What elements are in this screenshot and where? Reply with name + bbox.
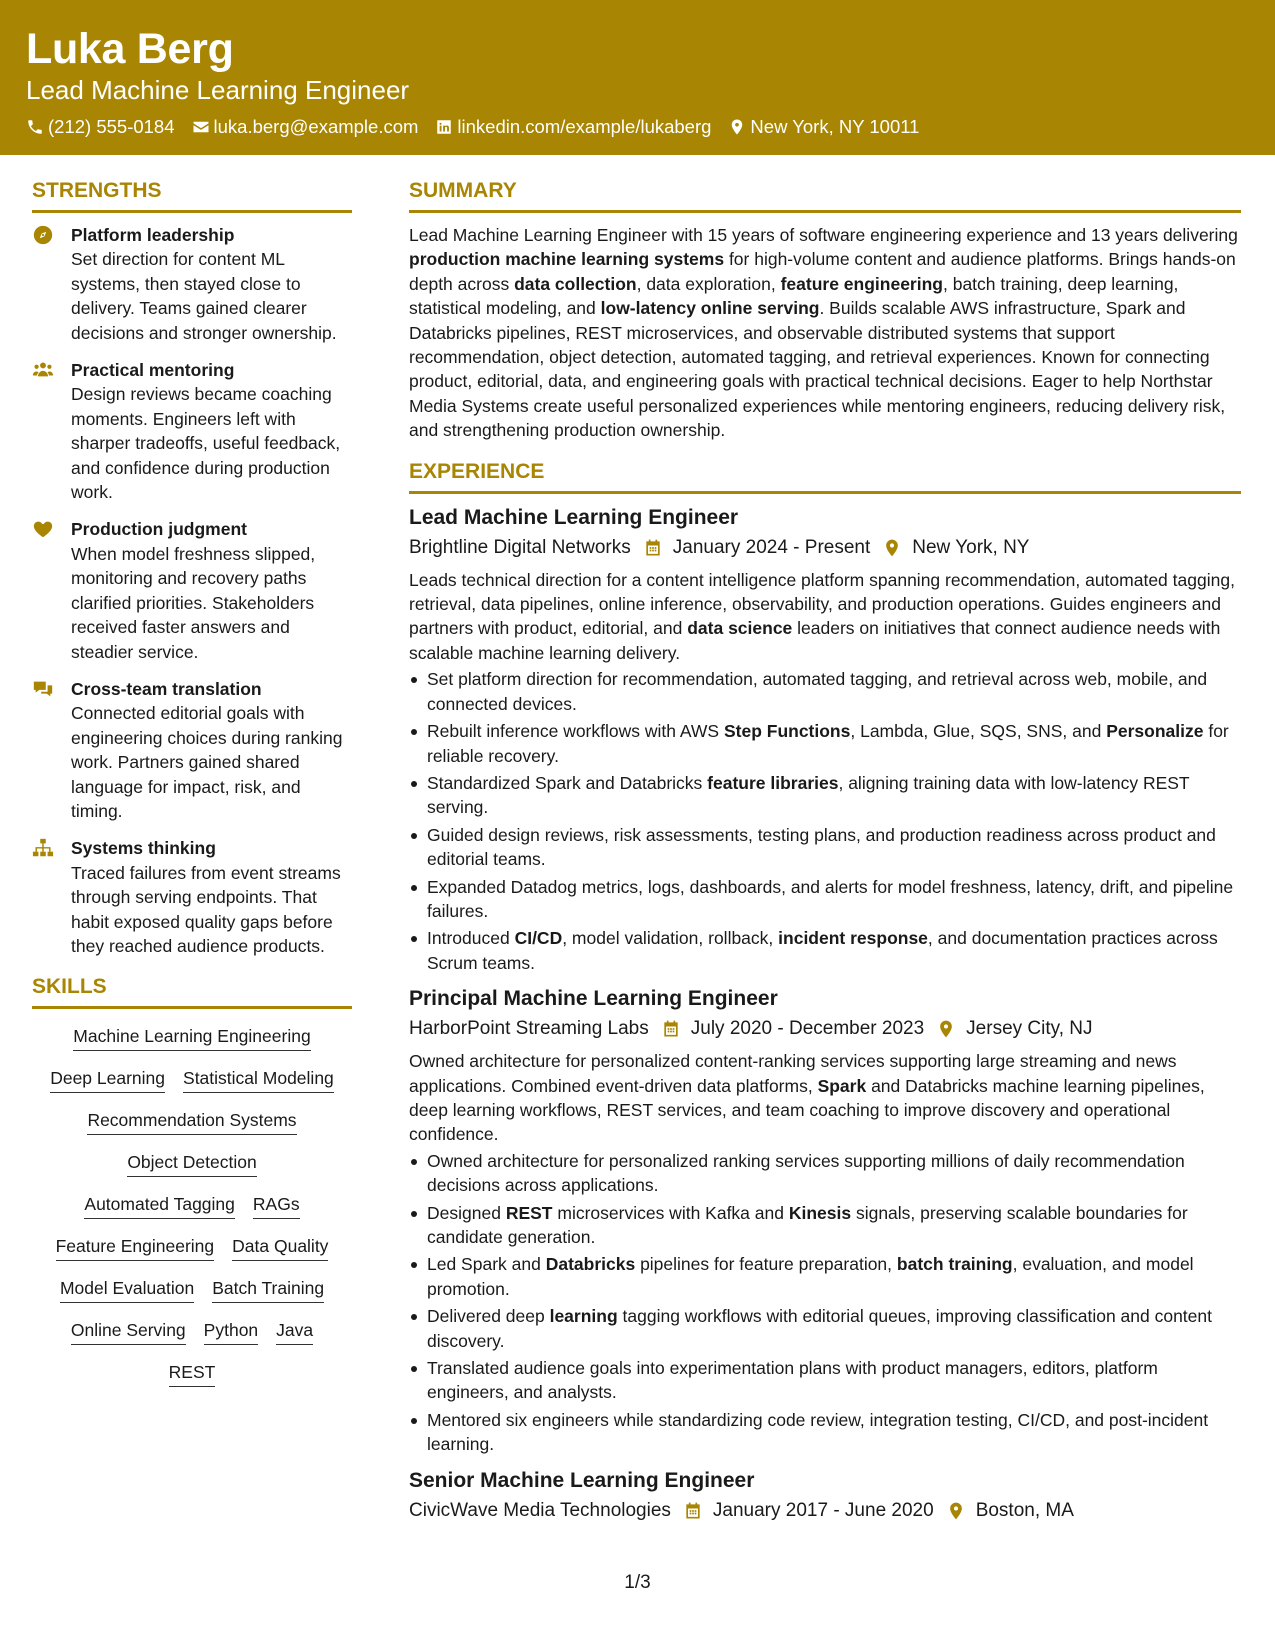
job-bullet: [409, 1408, 1241, 1457]
map-marker-icon: [946, 1501, 966, 1521]
phone-icon: [26, 118, 44, 136]
summary-heading: SUMMARY: [409, 176, 1241, 213]
bullet-text: , and documentation practices across Scrum teams.: [427, 928, 1218, 973]
skill-tag: REST: [169, 1361, 216, 1387]
bullet-bold-text: REST: [505, 1202, 553, 1223]
bullet-bold-text: batch training: [896, 1254, 1013, 1275]
strength-body: [71, 836, 352, 958]
bullet-text: Owned architecture for personalized ranking services supporting millions of daily recommendation decisions across applications.: [427, 1150, 1185, 1196]
job-dates: January 2024 - Present: [672, 536, 871, 558]
skill-tag: Statistical Modeling: [183, 1067, 334, 1093]
bullet-text: Introduced: [427, 928, 515, 949]
skill-tag: Model Evaluation: [60, 1277, 194, 1303]
job-desc-text: Leads technical direction for a content intelligence platform spanning recommendation, automated tagging, retrieval, data pipelines, online inference, observability, and production operations. Guides engineers and partners with product, editorial, and: [409, 569, 1235, 639]
contact-email[interactable]: [192, 115, 419, 139]
map-marker-icon: [728, 118, 746, 136]
compass-icon: [32, 224, 54, 246]
bullet-bold-text: Databricks: [545, 1254, 636, 1275]
job-desc-text: and Databricks machine learning pipelines, deep learning workflows, REST services, and team coaching to improve discovery and operational confidence.: [409, 1075, 1205, 1145]
job-bullet: [409, 1149, 1241, 1198]
strengths-heading: STRENGTHS: [32, 176, 352, 213]
map-marker-icon: [936, 1019, 956, 1039]
skill-tag: Object Detection: [127, 1151, 256, 1177]
sitemap-icon: [32, 837, 54, 859]
skill-tag: RAGs: [253, 1193, 300, 1219]
strengths-list: [32, 223, 352, 958]
skill-row: [32, 1193, 352, 1219]
bullet-text: Translated audience goals into experimentation plans with product managers, editors, platform engineers, and analysts.: [427, 1358, 1158, 1403]
job-location: Jersey City, NJ: [966, 1018, 1093, 1040]
job-bullets: [409, 667, 1241, 975]
left-column: [32, 176, 352, 1403]
skills-heading: SKILLS: [32, 972, 352, 1009]
contact-linkedin[interactable]: [435, 115, 711, 139]
bullet-text: Led Spark and: [427, 1254, 546, 1275]
job-entry: [409, 985, 1241, 1457]
bullet-text: for reliable recovery.: [427, 721, 1229, 766]
experience-list: [409, 504, 1241, 1525]
job-bullet: [409, 719, 1241, 768]
job-bullet: [409, 1356, 1241, 1405]
skill-tag: Machine Learning Engineering: [73, 1025, 310, 1051]
contact-location: [728, 115, 919, 139]
job-entry: [409, 1467, 1241, 1525]
job-desc-bold-text: data science: [687, 618, 793, 639]
summary-text: for high-volume content and audience platforms. Brings hands-on depth across: [409, 249, 1236, 294]
job-title: Principal Machine Learning Engineer: [409, 987, 778, 1011]
job-meta: [409, 1015, 1241, 1043]
skill-row: [32, 1235, 352, 1261]
summary-text: [409, 223, 1241, 443]
strength-title: Platform leadership: [71, 225, 235, 245]
strength-title: Practical mentoring: [71, 360, 235, 381]
bullet-bold-text: CI/CD: [514, 928, 563, 949]
job-meta: [409, 1497, 1241, 1525]
strength-text: Set direction for content ML systems, then stayed close to delivery. Teams gained clearer decisions and stronger ownership.: [71, 249, 337, 343]
bullet-text: signals, preserving scalable boundaries for candidate generation.: [427, 1202, 1188, 1247]
job-bullet: [409, 926, 1241, 975]
calendar-icon: [661, 1019, 681, 1039]
users-icon: [32, 359, 54, 381]
calendar-icon: [643, 538, 663, 558]
bullet-text: Guided design reviews, risk assessments, testing plans, and production readiness across product and editorial teams.: [427, 824, 1216, 870]
strength-item: [32, 517, 352, 663]
bullet-text: Mentored six engineers while standardizing code review, integration testing, CI/CD, and post-incident learning.: [427, 1409, 1209, 1455]
strength-text: Connected editorial goals with engineering choices during ranking work. Partners gained shared language for impact, risk, and timing.: [71, 703, 343, 821]
skill-tag: Online Serving: [71, 1319, 186, 1345]
job-bullet: [409, 1304, 1241, 1353]
job-bullet: [409, 1201, 1241, 1250]
linkedin-text: linkedin.com/example/lukaberg: [457, 116, 712, 137]
strength-text: Design reviews became coaching moments. Engineers left with sharper tradeoffs, useful feedback, and confidence during production work.: [71, 384, 341, 503]
job-bullet: [409, 667, 1241, 716]
strength-body: [71, 677, 352, 823]
job-location: New York, NY: [912, 536, 1030, 558]
job-desc-text: Owned architecture for personalized content-ranking services supporting large streaming and news applications. Combined event-driven data platforms,: [409, 1051, 1177, 1096]
strength-text: Traced failures from event streams through serving endpoints. That habit exposed quality gaps before they reached audience products.: [71, 862, 341, 956]
summary-bold-text: production machine learning systems: [409, 249, 725, 270]
strength-body: [71, 358, 352, 504]
summary-bold-text: low-latency online serving: [600, 298, 820, 319]
bullet-text: , aligning training data with low-latency REST serving.: [427, 772, 1190, 818]
bullet-text: Rebuilt inference workflows with AWS: [427, 721, 724, 742]
job-meta: [409, 534, 1241, 562]
job-dates: July 2020 - December 2023: [690, 1018, 925, 1040]
strength-title: Cross-team translation: [71, 678, 262, 699]
skill-row: [32, 1067, 352, 1093]
bullet-text: Expanded Datadog metrics, logs, dashboards, and alerts for model freshness, latency, drift, and pipeline failures.: [427, 876, 1234, 921]
bullet-bold-text: Kinesis: [788, 1202, 852, 1223]
summary-bold-text: data collection: [514, 273, 637, 294]
skill-tag: Automated Tagging: [84, 1193, 235, 1219]
bullet-bold-text: Personalize: [1106, 721, 1204, 742]
map-marker-icon: [882, 538, 902, 558]
job-bullets: [409, 1149, 1241, 1457]
summary-text: Lead Machine Learning Engineer with 15 years of software engineering experience and 13 years delivering: [409, 225, 1238, 245]
strength-text: When model freshness slipped, monitoring and recovery paths clarified priorities. Stakeholders received faster answers and steadier service.: [71, 543, 316, 662]
strength-item: [32, 677, 352, 823]
skill-tag: Python: [204, 1319, 258, 1345]
strength-title: Production judgment: [71, 519, 247, 540]
skill-tag: Data Quality: [232, 1235, 328, 1261]
heart-icon: [32, 518, 54, 540]
bullet-text: , Lambda, Glue, SQS, SNS, and: [850, 721, 1107, 742]
skill-tag: Recommendation Systems: [87, 1109, 296, 1135]
job-location: Boston, MA: [975, 1499, 1074, 1521]
contact-bar: [26, 115, 1249, 139]
phone-text: (212) 555-0184: [48, 116, 175, 137]
skill-row: [32, 1277, 352, 1303]
job-description: [409, 568, 1241, 666]
comments-icon: [32, 678, 54, 700]
bullet-bold-text: Step Functions: [723, 721, 851, 742]
job-title: Lead Machine Learning Engineer: [409, 505, 739, 529]
job-company: CivicWave Media Technologies: [409, 1499, 671, 1521]
page-number: 1/3: [624, 1572, 651, 1593]
strength-body: [71, 223, 352, 345]
bullet-text: Set platform direction for recommendation, automated tagging, and retrieval across web, mobile, and connected devices.: [427, 669, 1208, 714]
skills-list: [32, 1019, 352, 1387]
strength-item: [32, 223, 352, 345]
job-company: HarborPoint Streaming Labs: [409, 1018, 649, 1040]
job-bullet: [409, 771, 1241, 820]
job-bullet: [409, 875, 1241, 924]
location-text: New York, NY 10011: [750, 116, 920, 137]
bullet-text: , evaluation, and model promotion.: [427, 1254, 1194, 1299]
job-bullet: [409, 823, 1241, 872]
skill-tag: Batch Training: [212, 1277, 324, 1303]
bullet-text: Standardized Spark and Databricks: [427, 772, 708, 793]
email-text: luka.berg@example.com: [213, 116, 419, 137]
skill-tag: Deep Learning: [50, 1067, 165, 1093]
bullet-text: tagging workflows with editorial queues, improving classification and content discovery.: [427, 1306, 1212, 1351]
job-company: Brightline Digital Networks: [409, 536, 631, 558]
calendar-icon: [683, 1501, 703, 1521]
bullet-bold-text: incident response: [778, 928, 928, 949]
skill-row: [32, 1319, 352, 1345]
bullet-text: pipelines for feature preparation,: [635, 1254, 897, 1275]
bullet-text: Designed: [427, 1202, 506, 1223]
bullet-bold-text: learning: [549, 1306, 618, 1327]
job-entry: [409, 504, 1241, 976]
right-column: [409, 176, 1241, 1535]
skill-tag: Java: [276, 1319, 313, 1345]
job-desc-text: leaders on initiatives that connect audience needs with scalable machine learning delivery.: [409, 618, 1221, 663]
strength-body: [71, 517, 352, 663]
summary-bold-text: feature engineering: [780, 273, 943, 294]
job-dates: January 2017 - June 2020: [712, 1499, 934, 1521]
bullet-text: , model validation, rollback,: [562, 928, 779, 949]
job-title: Senior Machine Learning Engineer: [409, 1468, 755, 1492]
summary-text: , data exploration,: [636, 273, 781, 294]
candidate-title: Lead Machine Learning Engineer: [26, 75, 410, 105]
strength-title: Systems thinking: [71, 838, 216, 859]
job-desc-bold-text: Spark: [817, 1075, 867, 1096]
envelope-icon: [192, 118, 210, 136]
skill-row: [32, 1151, 352, 1177]
bullet-text: microservices with Kafka and: [552, 1202, 789, 1223]
experience-heading: EXPERIENCE: [409, 457, 1241, 494]
skill-row: [32, 1025, 352, 1051]
summary-text: . Builds scalable AWS infrastructure, Spark and Databricks pipelines, REST microservices, and observable distributed systems that support recommendation, object detection, automated tagging, and retrieval experiences. Known for connecting product, editorial, data, and engineering goals with practical technical decisions. Eager to help Northstar Media Systems create useful personalized experiences while mentoring engineers, reducing delivery risk, and strengthening production ownership.: [409, 298, 1226, 441]
strength-item: [32, 358, 352, 504]
strength-item: [32, 836, 352, 958]
candidate-name: Luka Berg: [26, 25, 234, 73]
skill-tag: Feature Engineering: [56, 1235, 215, 1261]
resume-header: [0, 0, 1275, 155]
skill-row: [32, 1361, 352, 1387]
skill-row: [32, 1109, 352, 1135]
bullet-bold-text: feature libraries: [707, 772, 839, 793]
job-bullet: [409, 1252, 1241, 1301]
summary-text: , batch training, deep learning, statistical modeling, and: [409, 273, 1179, 319]
job-description: [409, 1049, 1241, 1147]
bullet-text: Delivered deep: [427, 1306, 550, 1327]
contact-phone[interactable]: [26, 115, 175, 139]
linkedin-icon: [435, 118, 453, 136]
